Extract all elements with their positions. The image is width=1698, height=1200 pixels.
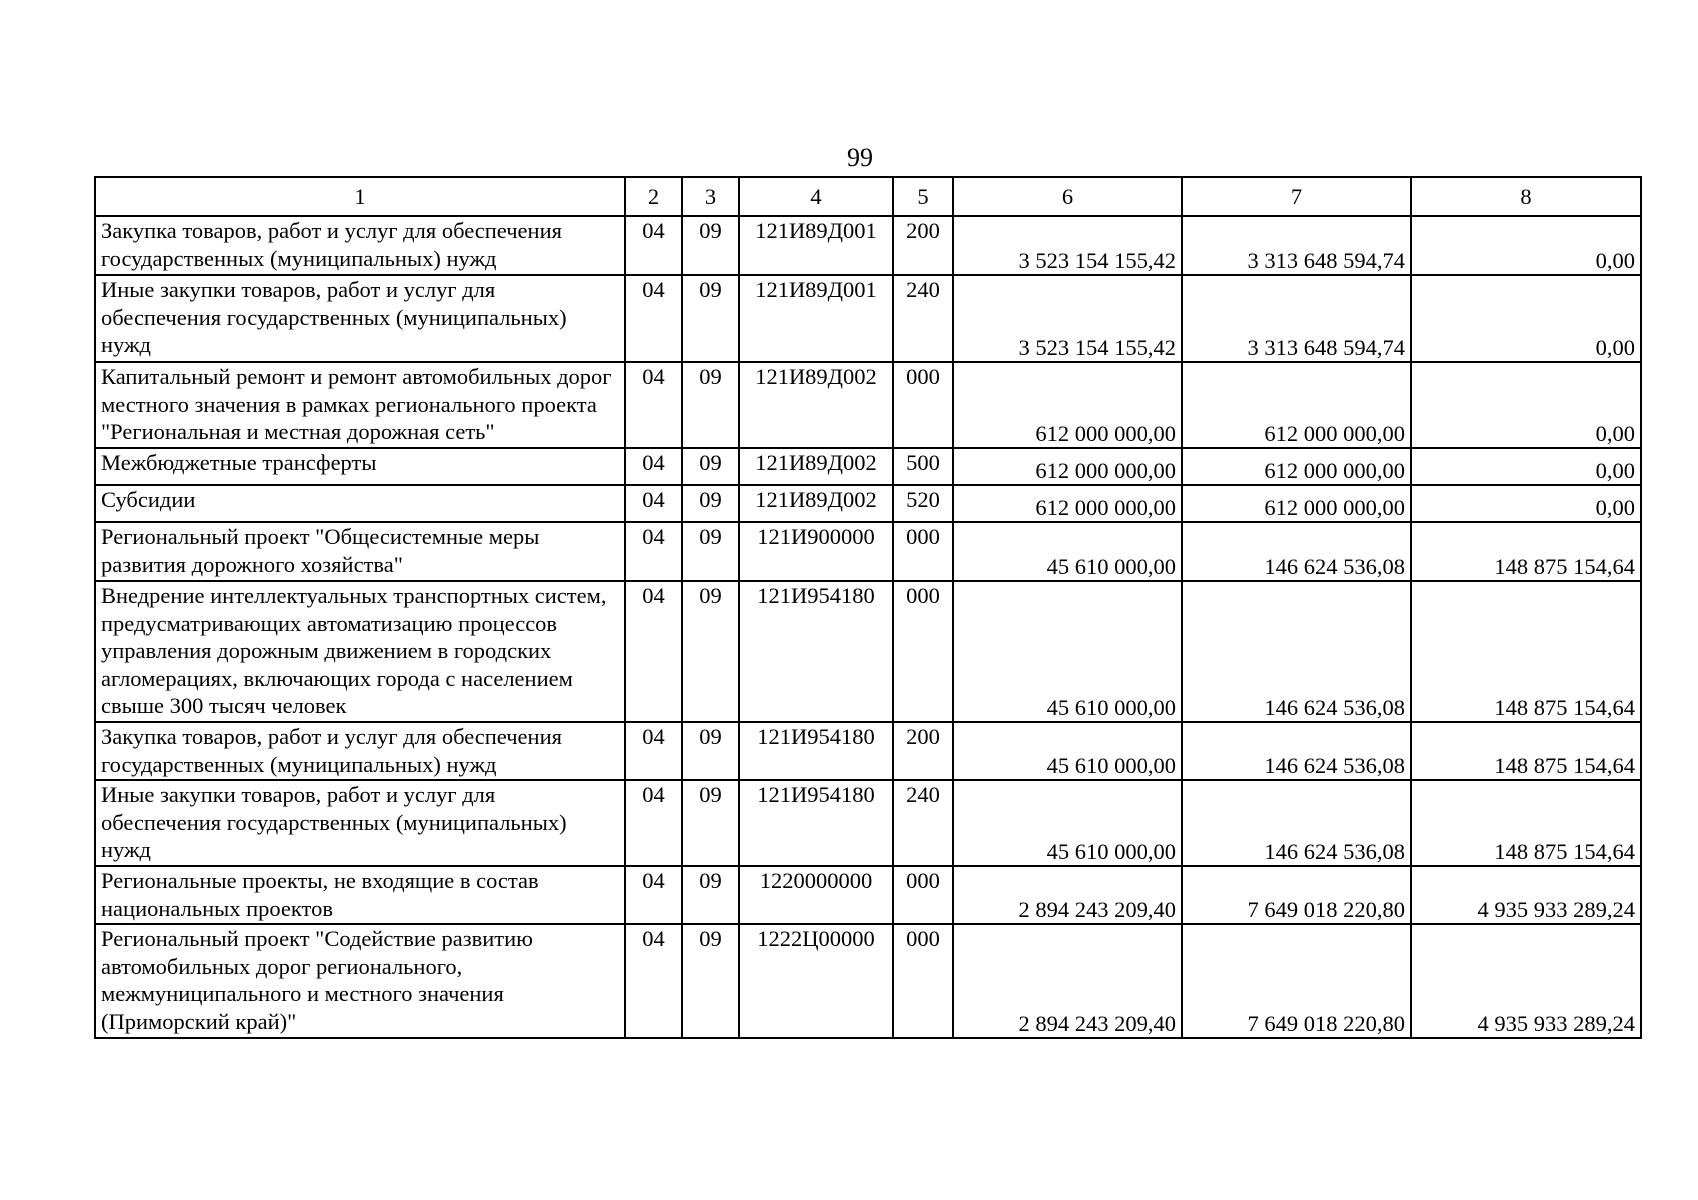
row-name: Закупка товаров, работ и услуг для обеспечения государственных (муниципальных) нужд: [95, 216, 625, 275]
expense-type-code: 000: [893, 581, 953, 722]
row-name: Иные закупки товаров, работ и услуг для обеспечения государственных (муниципальных) нужд: [95, 275, 625, 362]
amount-col-7: 612 000 000,00: [1182, 485, 1411, 522]
section-code: 04: [625, 722, 682, 780]
target-article-code: 121И954180: [739, 780, 893, 866]
section-code: 04: [625, 924, 682, 1038]
section-code: 04: [625, 448, 682, 485]
table-row: [95, 362, 1641, 448]
subsection-code: 09: [682, 722, 739, 780]
row-name: Закупка товаров, работ и услуг для обеспечения государственных (муниципальных) нужд: [95, 722, 625, 780]
table-row: [95, 866, 1641, 924]
table-row: [95, 275, 1641, 362]
amount-col-6: 3 523 154 155,42: [953, 216, 1182, 275]
expense-type-code: 000: [893, 362, 953, 448]
table-row: [95, 581, 1641, 722]
expense-type-code: 000: [893, 924, 953, 1038]
header-row: [95, 177, 1641, 216]
amount-col-8: 0,00: [1411, 448, 1641, 485]
amount-col-7: 146 624 536,08: [1182, 581, 1411, 722]
row-name: Субсидии: [95, 485, 625, 522]
table-row: [95, 216, 1641, 275]
amount-col-6: 612 000 000,00: [953, 362, 1182, 448]
row-name: Региональный проект "Содействие развитию автомобильных дорог регионального, межмуниципального и местного значения (Приморский край)": [95, 924, 625, 1038]
column-header: 5: [893, 177, 953, 216]
subsection-code: 09: [682, 780, 739, 866]
row-name: Капитальный ремонт и ремонт автомобильных дорог местного значения в рамках регионального проекта "Региональная и местная дорожная сеть": [95, 362, 625, 448]
expense-type-code: 240: [893, 780, 953, 866]
amount-col-6: 45 610 000,00: [953, 581, 1182, 722]
row-name: Межбюджетные трансферты: [95, 448, 625, 485]
expense-type-code: 520: [893, 485, 953, 522]
amount-col-7: 3 313 648 594,74: [1182, 216, 1411, 275]
target-article-code: 121И954180: [739, 722, 893, 780]
subsection-code: 09: [682, 522, 739, 581]
budget-table: [94, 176, 1642, 1039]
column-header: 8: [1411, 177, 1641, 216]
subsection-code: 09: [682, 216, 739, 275]
table-row: [95, 485, 1641, 522]
table-row: [95, 448, 1641, 485]
expense-type-code: 000: [893, 866, 953, 924]
target-article-code: 121И954180: [739, 581, 893, 722]
expense-type-code: 200: [893, 216, 953, 275]
target-article-code: 1222Ц00000: [739, 924, 893, 1038]
column-header: 3: [682, 177, 739, 216]
row-name: Региональные проекты, не входящие в состав национальных проектов: [95, 866, 625, 924]
amount-col-6: 2 894 243 209,40: [953, 924, 1182, 1038]
subsection-code: 09: [682, 485, 739, 522]
subsection-code: 09: [682, 362, 739, 448]
amount-col-8: 0,00: [1411, 275, 1641, 362]
amount-col-7: 3 313 648 594,74: [1182, 275, 1411, 362]
section-code: 04: [625, 522, 682, 581]
table-row: [95, 722, 1641, 780]
section-code: 04: [625, 362, 682, 448]
subsection-code: 09: [682, 924, 739, 1038]
table-row: [95, 780, 1641, 866]
page-number: 99: [847, 143, 873, 172]
subsection-code: 09: [682, 448, 739, 485]
amount-col-6: 612 000 000,00: [953, 485, 1182, 522]
target-article-code: 121И89Д002: [739, 485, 893, 522]
amount-col-7: 146 624 536,08: [1182, 780, 1411, 866]
column-header: 4: [739, 177, 893, 216]
amount-col-8: 0,00: [1411, 485, 1641, 522]
amount-col-7: 146 624 536,08: [1182, 722, 1411, 780]
column-header: 1: [95, 177, 625, 216]
amount-col-7: 7 649 018 220,80: [1182, 924, 1411, 1038]
table-row: [95, 522, 1641, 581]
expense-type-code: 200: [893, 722, 953, 780]
amount-col-8: 148 875 154,64: [1411, 780, 1641, 866]
amount-col-8: 0,00: [1411, 216, 1641, 275]
target-article-code: 1220000000: [739, 866, 893, 924]
expense-type-code: 240: [893, 275, 953, 362]
target-article-code: 121И89Д001: [739, 216, 893, 275]
target-article-code: 121И89Д002: [739, 362, 893, 448]
amount-col-8: 4 935 933 289,24: [1411, 866, 1641, 924]
amount-col-7: 612 000 000,00: [1182, 448, 1411, 485]
expense-type-code: 500: [893, 448, 953, 485]
table-row: [95, 924, 1641, 1038]
amount-col-7: 146 624 536,08: [1182, 522, 1411, 581]
section-code: 04: [625, 581, 682, 722]
target-article-code: 121И900000: [739, 522, 893, 581]
subsection-code: 09: [682, 866, 739, 924]
amount-col-8: 148 875 154,64: [1411, 522, 1641, 581]
amount-col-8: 148 875 154,64: [1411, 581, 1641, 722]
column-header: 7: [1182, 177, 1411, 216]
column-header: 6: [953, 177, 1182, 216]
row-name: Иные закупки товаров, работ и услуг для обеспечения государственных (муниципальных) нужд: [95, 780, 625, 866]
target-article-code: 121И89Д001: [739, 275, 893, 362]
subsection-code: 09: [682, 275, 739, 362]
amount-col-7: 7 649 018 220,80: [1182, 866, 1411, 924]
amount-col-6: 612 000 000,00: [953, 448, 1182, 485]
column-header: 2: [625, 177, 682, 216]
expense-type-code: 000: [893, 522, 953, 581]
section-code: 04: [625, 866, 682, 924]
amount-col-7: 612 000 000,00: [1182, 362, 1411, 448]
amount-col-8: 4 935 933 289,24: [1411, 924, 1641, 1038]
amount-col-8: 0,00: [1411, 362, 1641, 448]
amount-col-6: 45 610 000,00: [953, 522, 1182, 581]
amount-col-6: 2 894 243 209,40: [953, 866, 1182, 924]
amount-col-8: 148 875 154,64: [1411, 722, 1641, 780]
subsection-code: 09: [682, 581, 739, 722]
amount-col-6: 45 610 000,00: [953, 722, 1182, 780]
target-article-code: 121И89Д002: [739, 448, 893, 485]
section-code: 04: [625, 216, 682, 275]
row-name: Внедрение интеллектуальных транспортных систем, предусматривающих автоматизацию процессов управления дорожным движением в городских агломерациях, включающих города с населением свыше 300 тысяч человек: [95, 581, 625, 722]
section-code: 04: [625, 780, 682, 866]
section-code: 04: [625, 275, 682, 362]
amount-col-6: 45 610 000,00: [953, 780, 1182, 866]
row-name: Региональный проект "Общесистемные меры развития дорожного хозяйства": [95, 522, 625, 581]
amount-col-6: 3 523 154 155,42: [953, 275, 1182, 362]
section-code: 04: [625, 485, 682, 522]
